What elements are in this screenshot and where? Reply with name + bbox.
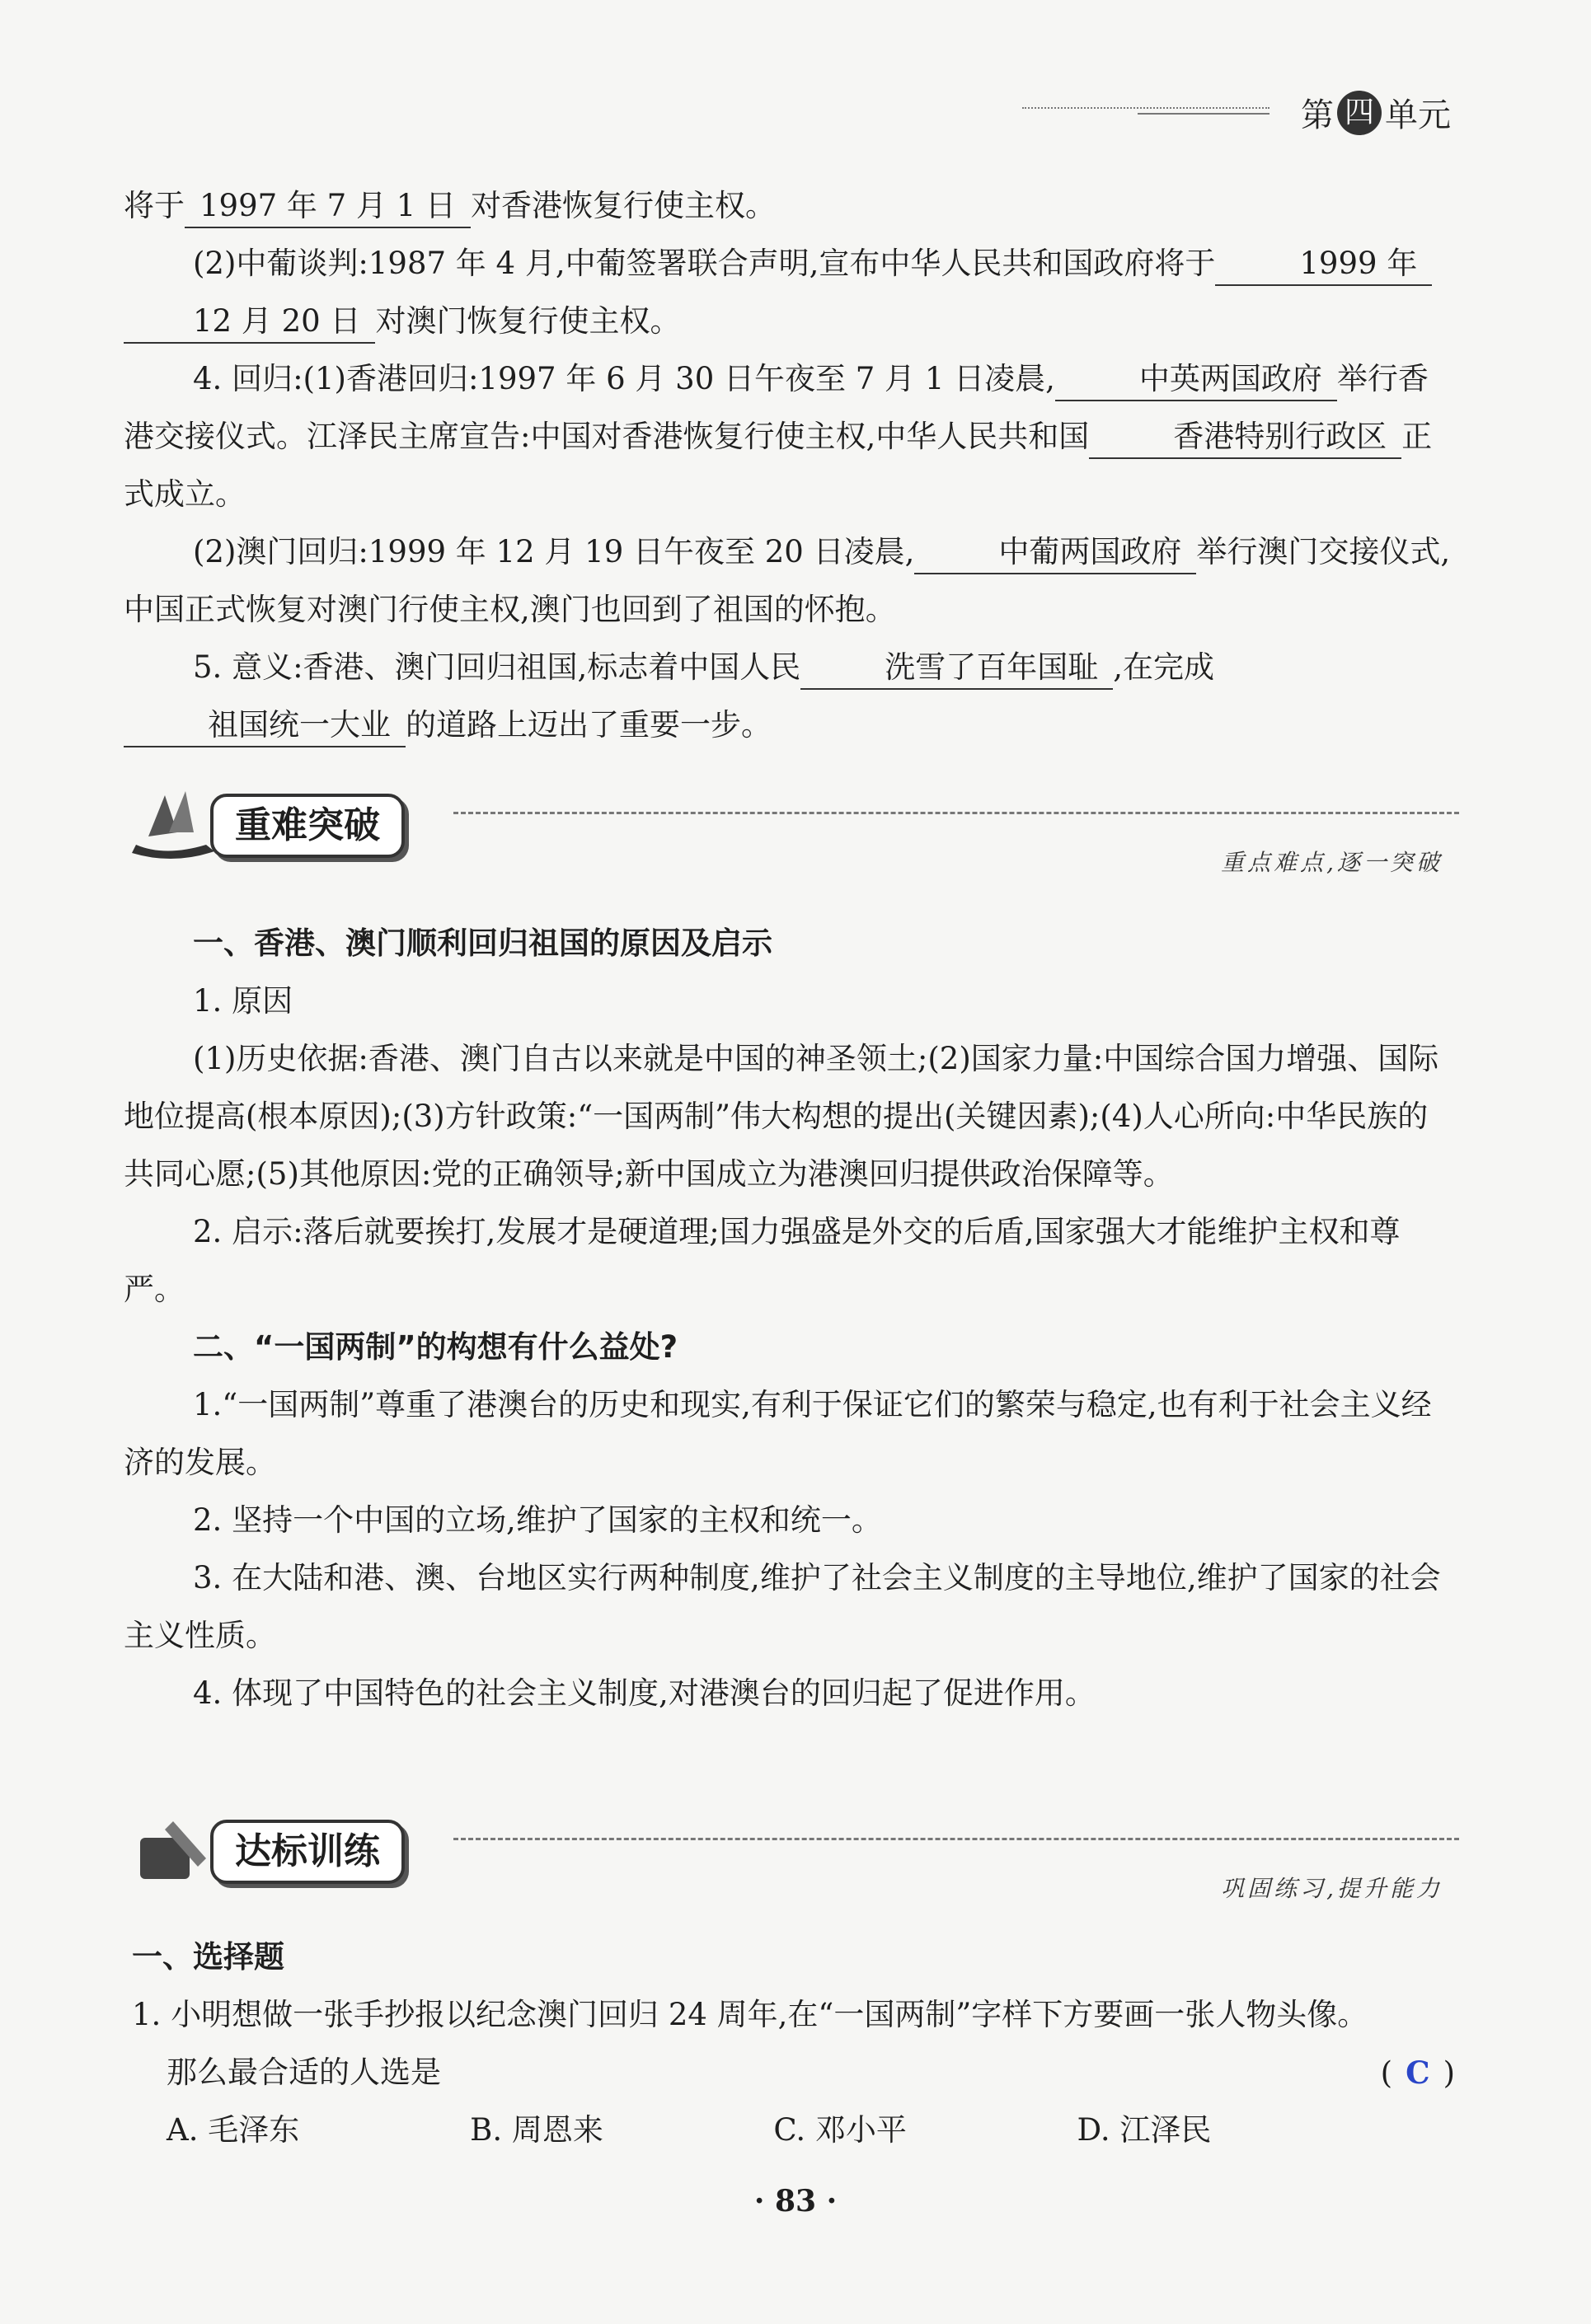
text: 那么最合适的人选是 xyxy=(167,2055,441,2090)
answer-bracket xyxy=(1381,2044,1455,2102)
fill-blank: 12 月 20 日 xyxy=(124,301,375,344)
benefit-3: 3. 在大陆和港、澳、台地区实行两种制度,维护了社会主义制度的主导地位,维护了国家的社会主义性质。 xyxy=(124,1560,1441,1653)
option-d: D. 江泽民 xyxy=(1077,2112,1212,2148)
text: 对澳门恢复行使主权。 xyxy=(375,303,681,339)
dashed-divider xyxy=(453,1838,1459,1840)
text: 4. 回归:(1)香港回归:1997 年 6 月 30 日午夜至 7 月 1 日凌晨, xyxy=(193,361,1055,396)
fill-blank: 1997 年 7 月 1 日 xyxy=(185,185,471,228)
text: (2)中葡谈判:1987 年 4 月,中葡签署联合声明,宣布中华人民共和国政府将于 xyxy=(193,246,1216,281)
fill-blank: 祖国统一大业 xyxy=(124,705,406,747)
text: 的道路上迈出了重要一步。 xyxy=(406,707,772,743)
fill-blank: 洗雪了百年国耻 xyxy=(800,647,1113,690)
fill-blank: 香港特别行政区 xyxy=(1089,416,1401,459)
page-number: · 83 · xyxy=(753,2184,838,2219)
benefit-4: 4. 体现了中国特色的社会主义制度,对港澳台的回归起了促进作用。 xyxy=(193,1675,1096,1711)
option-a: A. 毛泽东 xyxy=(167,2112,300,2148)
unit-prefix: 第 xyxy=(1301,96,1334,134)
text: (2)澳门回归:1999 年 12 月 19 日午夜至 20 日凌晨, xyxy=(193,534,915,569)
text: ,在完成 xyxy=(1113,649,1215,685)
text: 举行香港交接仪式。江泽民主席宣告:中国对香港恢复行使主权,中华人民共和国 xyxy=(124,361,1429,454)
option-c: C. 邓小平 xyxy=(773,2112,907,2148)
section-subtitle: 重点难点,逐一突破 xyxy=(1221,849,1443,876)
benefit-2: 2. 坚持一个中国的立场,维护了国家的主权和统一。 xyxy=(193,1502,882,1538)
bracket-close: ) xyxy=(1443,2055,1455,2091)
section-title: 重难突破 xyxy=(210,794,405,858)
section-subtitle: 巩固练习,提升能力 xyxy=(1221,1875,1443,1902)
pencil-book-icon xyxy=(132,1813,223,1887)
fill-blank: 中葡两国政府 xyxy=(914,532,1196,574)
unit-suffix: 单元 xyxy=(1385,96,1451,134)
inspiration-text: 2. 启示:落后就要挨打,发展才是硬道理;国力强盛是外交的后盾,国家强大才能维护主权和尊严。 xyxy=(124,1214,1401,1307)
text: 正式成立。 xyxy=(124,419,1433,512)
question-type-heading: 一、选择题 xyxy=(132,1939,284,1975)
unit-label xyxy=(1301,89,1451,136)
option-b: B. 周恩来 xyxy=(470,2112,603,2148)
para-1 xyxy=(124,177,1455,235)
bookmark-icon xyxy=(132,787,223,861)
header-rule xyxy=(1022,107,1270,119)
heading-2: 二、“一国两制”的构想有什么益处? xyxy=(193,1329,678,1365)
text: 举行澳门交接仪式,中国正式恢复对澳门行使主权,澳门也回到了祖国的怀抱。 xyxy=(124,534,1451,627)
question-1-stem-cont xyxy=(132,2044,1463,2101)
text: 将于 xyxy=(124,188,185,223)
answer-letter: C xyxy=(1406,2055,1430,2091)
benefit-1: 1.“一国两制”尊重了港澳台的历史和现实,有利于保证它们的繁荣与稳定,也有利于社会主义经济的发展。 xyxy=(124,1387,1432,1480)
text: 5. 意义:香港、澳门回归祖国,标志着中国人民 xyxy=(193,649,801,685)
exercise-area xyxy=(132,1928,1463,2159)
question-1-stem: 1. 小明想做一张手抄报以纪念澳门回归 24 周年,在“一国两制”字样下方要画一张人物头像。 xyxy=(132,1997,1368,2032)
knowledge-text xyxy=(124,177,1455,754)
text: 对香港恢复行使主权。 xyxy=(471,188,777,223)
heading-1: 一、香港、澳门顺利回归祖国的原因及启示 xyxy=(193,925,772,961)
unit-header xyxy=(1022,89,1451,134)
section-banner-practice xyxy=(132,1805,1459,1902)
bracket-open: ( xyxy=(1380,2055,1393,2091)
para-3 xyxy=(124,350,1455,523)
unit-number-badge: 四 xyxy=(1337,91,1382,135)
para-5 xyxy=(124,639,1455,754)
options-row xyxy=(132,2101,1381,2159)
reasons-text: (1)历史依据:香港、澳门自古以来就是中国的神圣领土;(2)国家力量:中国综合国力增强、国际地位提高(根本原因);(3)方针政策:“一国两制”伟大构想的提出(关键因素);(4)人心所向:中华民族的共同心愿;(5)其他原因:党的正确领导;新中国成立为港澳回归提供政治保障等。 xyxy=(124,1041,1439,1192)
fill-blank: 中英两国政府 xyxy=(1055,358,1337,401)
section-title: 达标训练 xyxy=(210,1820,405,1884)
key-points-text xyxy=(124,915,1455,1722)
item-reasons: 1. 原因 xyxy=(193,983,293,1019)
para-2 xyxy=(124,235,1455,350)
dashed-divider xyxy=(453,812,1459,814)
para-4 xyxy=(124,523,1455,639)
section-banner-key-points xyxy=(132,779,1459,876)
fill-blank: 1999 年 xyxy=(1215,243,1432,286)
